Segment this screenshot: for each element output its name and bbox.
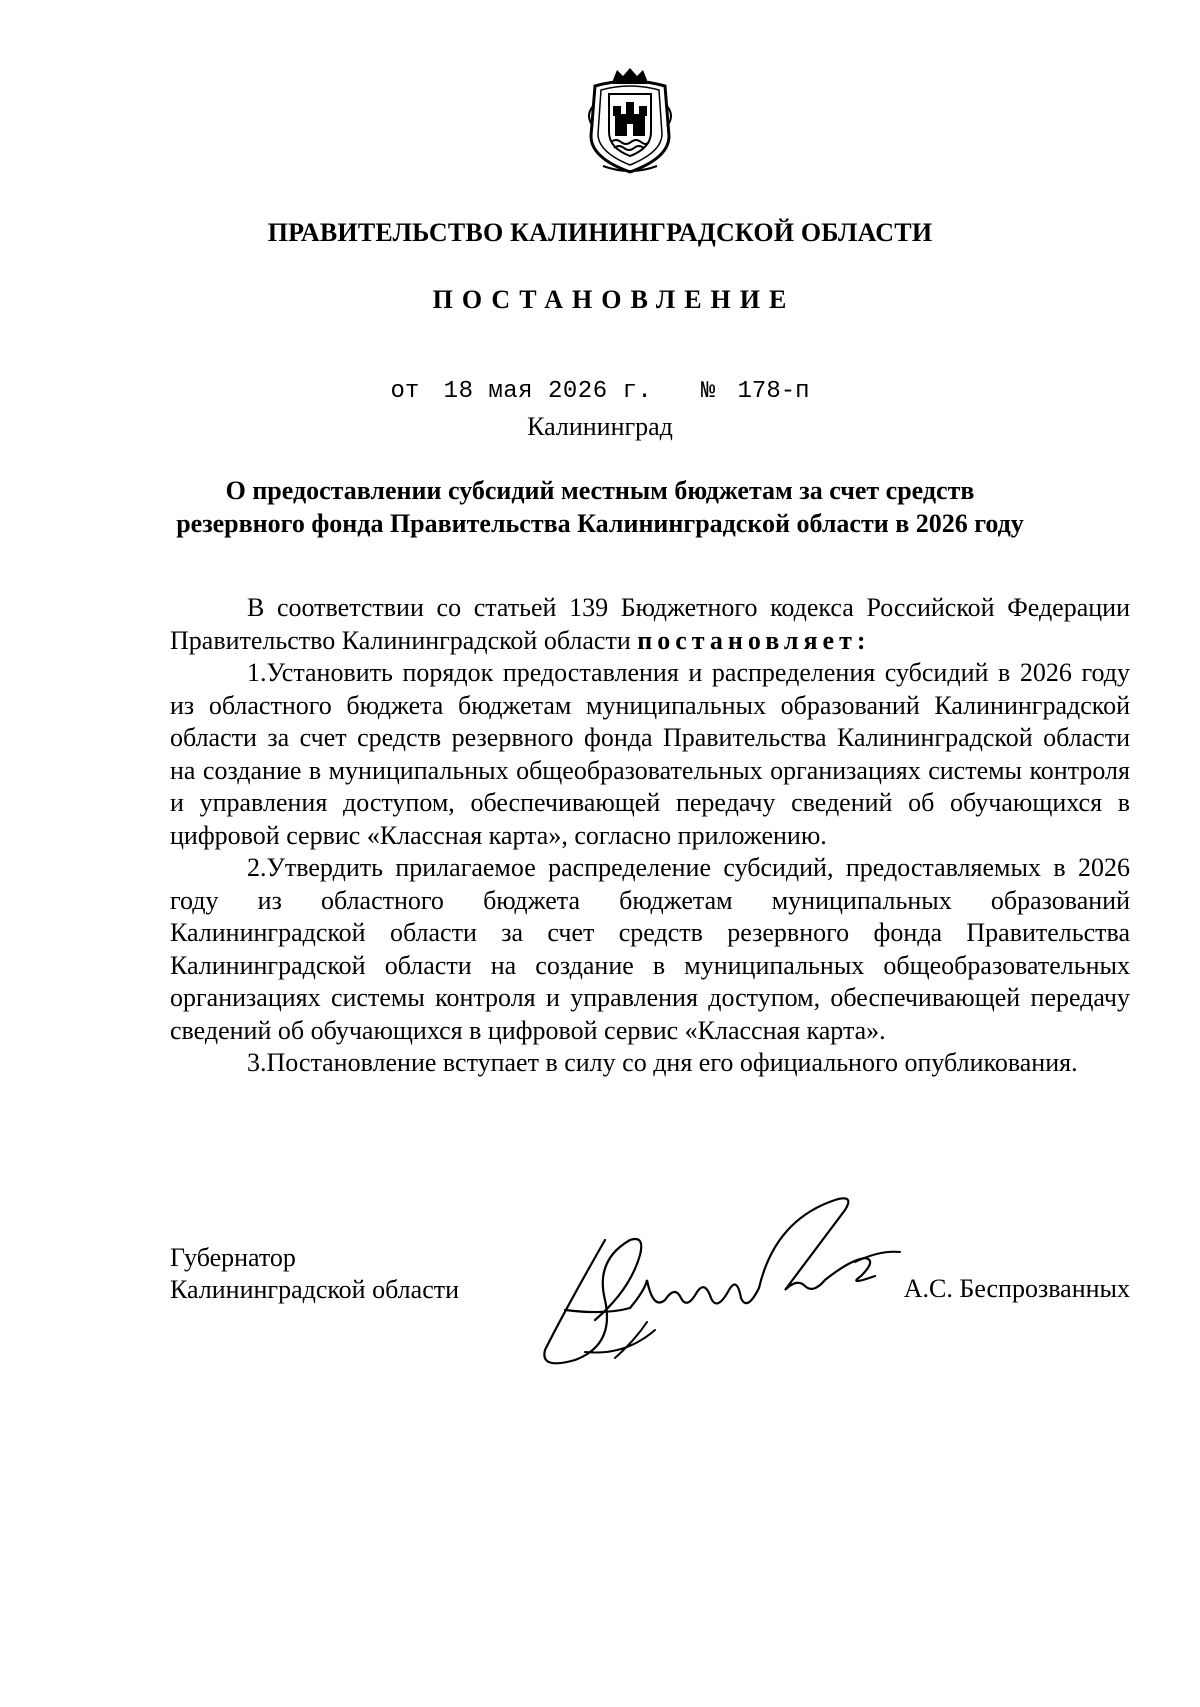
- subject-line-2: резервного фонда Правительства Калининградской области в 2026 году: [176, 509, 1024, 538]
- preamble-paragraph: [170, 592, 1130, 657]
- document-subject: [150, 474, 1050, 540]
- list-item: [170, 657, 1130, 852]
- subject-line-1: О предоставлении субсидий местным бюджетам за счет средств: [225, 476, 975, 505]
- document-number: 178-п: [737, 378, 810, 405]
- document-type: ПОСТАНОВЛЕНИЕ: [432, 285, 796, 314]
- signer-name: А.С. Беспрозванных: [903, 1274, 1130, 1303]
- date-prefix: от: [390, 378, 420, 405]
- document-date: 18 мая 2026 г.: [443, 378, 653, 405]
- preamble-text: В соответствии со статьей 139 Бюджетного кодекса Российской Федерации Правительство Калининградской области: [170, 593, 1130, 655]
- resolves-word: постановляет:: [637, 625, 871, 655]
- document-date-number: [0, 378, 1200, 405]
- signer-title-line-2: Калининградской области: [170, 1275, 460, 1304]
- item-number: 3.: [247, 1048, 267, 1077]
- list-item: [170, 852, 1130, 1047]
- item-text: Утвердить прилагаемое распределение субсидий, предоставляемых в 2026 году из областного бюджета бюджетам муниципальных образований Калининградской области за счет средств резервного фонда Правительства Калининградской области на создание в муниципальных общеобразовательных организациях системы контроля и управления доступом, обеспечивающей передачу сведений об обучающихся в цифровой сервис «Классная карта».: [170, 853, 1130, 1045]
- number-sign: №: [700, 378, 716, 405]
- document-city: Калининград: [527, 412, 673, 441]
- document-body: [170, 592, 1130, 1080]
- item-text: Установить порядок предоставления и распределения субсидий в 2026 году из областного бюджета бюджетам муниципальных образований Калининградской области за счет средств резервного фонда Правительства Калининградской области на создание в муниципальных общеобразовательных организациях системы контроля и управления доступом, обеспечивающей передачу сведений об обучающихся в цифровой сервис «Классная карта», согласно приложению.: [170, 658, 1130, 850]
- item-text: Постановление вступает в силу со дня его официального опубликования.: [266, 1048, 1078, 1077]
- item-number: 1.: [247, 658, 267, 687]
- coat-of-arms-icon: [583, 66, 677, 178]
- handwritten-signature-icon: [535, 1180, 955, 1380]
- signer-title-line-1: Губернатор: [170, 1243, 296, 1272]
- item-number: 2.: [247, 853, 267, 882]
- signer-position: [170, 1242, 459, 1306]
- list-item: [170, 1047, 1130, 1080]
- organization-name: ПРАВИТЕЛЬСТВО КАЛИНИНГРАДСКОЙ ОБЛАСТИ: [267, 218, 933, 247]
